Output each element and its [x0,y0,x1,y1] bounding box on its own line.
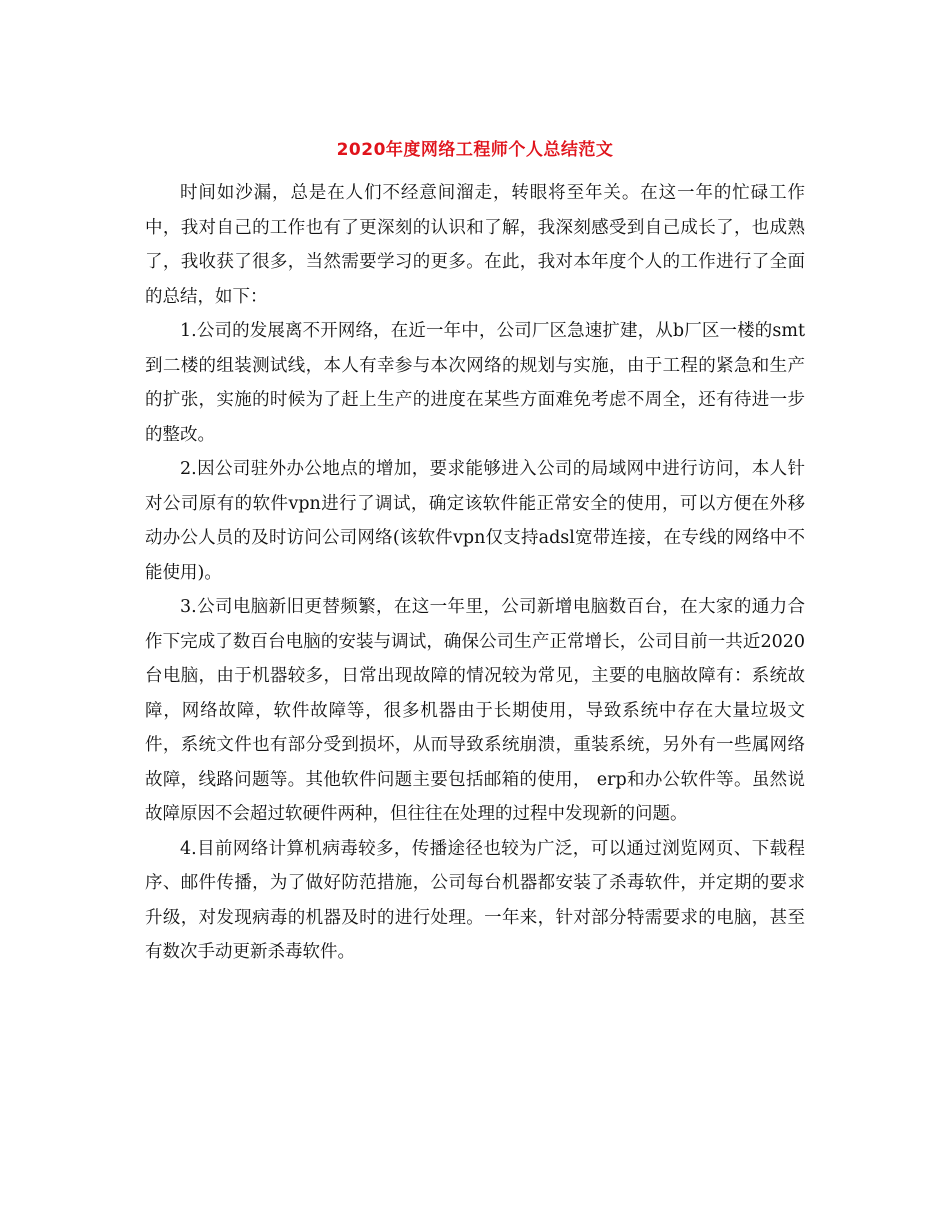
paragraph-item-1: 1.公司的发展离不开网络，在近一年中，公司厂区急速扩建，从b厂区一楼的smt到二楼的组装测试线，本人有幸参与本次网络的规划与实施，由于工程的紧急和生产的扩张，实施的时候为了赶上生产的进度在某些方面难免考虑不周全，还有待进一步的整改。 [145,321,805,445]
document-title: 2020年度网络工程师个人总结范文 [336,140,614,160]
paragraph-intro: 时间如沙漏，总是在人们不经意间溜走，转眼将至年关。在这一年的忙碌工作中，我对自己的工作也有了更深刻的认识和了解，我深刻感受到自己成长了，也成熟了，我收获了很多，当然需要学习的更多。在此，我对本年度个人的工作进行了全面的总结，如下： [145,183,805,307]
document-body [145,176,805,970]
paragraph-item-2: 2.因公司驻外办公地点的增加，要求能够进入公司的局域网中进行访问，本人针对公司原有的软件vpn进行了调试，确定该软件能正常安全的使用，可以方便在外移动办公人员的及时访问公司网络(该软件vpn仅支持adsl宽带连接，在专线的网络中不能使用)。 [145,459,805,583]
paragraph-item-3: 3.公司电脑新旧更替频繁，在这一年里，公司新增电脑数百台，在大家的通力合作下完成了数百台电脑的安装与调试，确保公司生产正常增长，公司目前一共近2020台电脑，由于机器较多，日常出现故障的情况较为常见，主要的电脑故障有：系统故障，网络故障，软件故障等，很多机器由于长期使用，导致系统中存在大量垃圾文件，系统文件也有部分受到损坏，从而导致系统崩溃，重装系统，另外有一些属网络故障，线路问题等。其他软件问题主要包括邮箱的使用， erp和办公软件等。虽然说故障原因不会超过软硬件两种，但往往在处理的过程中发现新的问题。 [145,597,805,824]
paragraph-item-4: 4.目前网络计算机病毒较多，传播途径也较为广泛，可以通过浏览网页、下载程序、邮件传播，为了做好防范措施，公司每台机器都安装了杀毒软件，并定期的要求升级，对发现病毒的机器及时的进行处理。一年来，针对部分特需要求的电脑，甚至有数次手动更新杀毒软件。 [145,838,805,962]
